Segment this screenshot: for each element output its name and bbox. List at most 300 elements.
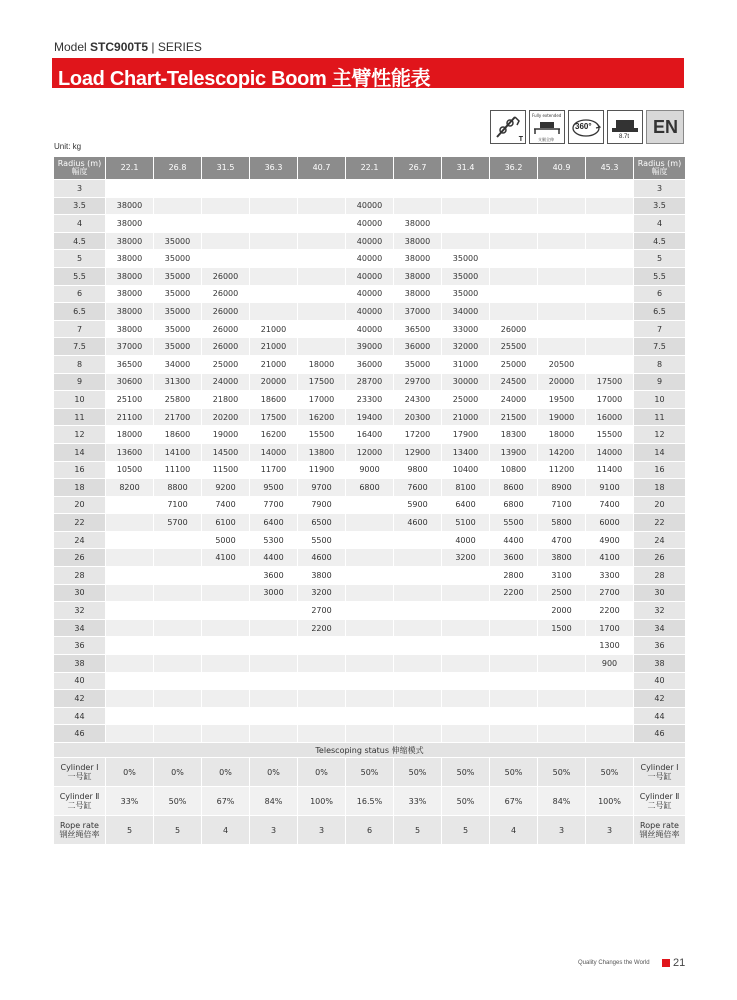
radius-cell-right: 26 [634, 549, 686, 567]
load-cell: 4900 [586, 531, 634, 549]
load-cell: 4100 [202, 549, 250, 567]
load-cell [442, 637, 490, 655]
load-cell: 1500 [538, 619, 586, 637]
load-cell: 2700 [298, 602, 346, 620]
load-cell: 38000 [106, 320, 154, 338]
load-cell [586, 672, 634, 690]
load-cell: 2200 [490, 584, 538, 602]
load-cell: 6100 [202, 514, 250, 532]
load-cell [490, 602, 538, 620]
radius-cell-right: 46 [634, 725, 686, 743]
load-cell: 2700 [586, 584, 634, 602]
load-cell: 40000 [346, 320, 394, 338]
boom-length-header: 22.1 [106, 157, 154, 180]
load-cell: 34000 [442, 303, 490, 321]
cylinder-1-value: 0% [298, 758, 346, 787]
rope-rate-value: 4 [490, 816, 538, 845]
load-cell: 4400 [490, 531, 538, 549]
load-cell [154, 567, 202, 585]
load-cell [298, 232, 346, 250]
load-cell: 36500 [394, 320, 442, 338]
load-cell: 35000 [154, 267, 202, 285]
load-cell [298, 637, 346, 655]
hook-label: T [518, 136, 523, 143]
load-cell [538, 725, 586, 743]
boom-length-header: 36.3 [250, 157, 298, 180]
load-cell: 19400 [346, 408, 394, 426]
radius-cell: 4 [54, 215, 106, 233]
load-cell: 2800 [490, 567, 538, 585]
radius-cell-right: 3 [634, 180, 686, 198]
load-cell: 24300 [394, 391, 442, 409]
radius-cell-right: 12 [634, 426, 686, 444]
table-row [54, 461, 686, 479]
load-cell [538, 707, 586, 725]
load-cell [106, 514, 154, 532]
cylinder-1-value: 0% [202, 758, 250, 787]
load-cell [490, 619, 538, 637]
load-cell [154, 531, 202, 549]
load-cell: 39000 [346, 338, 394, 356]
load-cell [202, 215, 250, 233]
load-cell: 3300 [586, 567, 634, 585]
radius-cell-right: 6 [634, 285, 686, 303]
load-cell [154, 197, 202, 215]
load-cell [250, 619, 298, 637]
load-cell: 33000 [442, 320, 490, 338]
radius-cell-right: 3.5 [634, 197, 686, 215]
radius-cell: 28 [54, 567, 106, 585]
load-cell: 38000 [394, 250, 442, 268]
radius-cell: 8 [54, 355, 106, 373]
load-cell: 21800 [202, 391, 250, 409]
load-cell: 18300 [490, 426, 538, 444]
fully-extended-cn: 支腿全伸 [538, 137, 554, 142]
load-cell: 18600 [250, 391, 298, 409]
load-cell: 38000 [394, 267, 442, 285]
load-cell: 9000 [346, 461, 394, 479]
load-cell [586, 303, 634, 321]
load-cell [202, 250, 250, 268]
load-cell [250, 707, 298, 725]
load-cell: 8100 [442, 479, 490, 497]
boom-length-header: 26.7 [394, 157, 442, 180]
load-cell: 5500 [490, 514, 538, 532]
load-cell: 14000 [250, 443, 298, 461]
load-cell [490, 637, 538, 655]
load-cell: 20200 [202, 408, 250, 426]
load-cell: 29700 [394, 373, 442, 391]
load-cell: 4000 [442, 531, 490, 549]
cylinder-1-value: 50% [538, 758, 586, 787]
table-row [54, 602, 686, 620]
cylinder-2-value: 50% [154, 787, 202, 816]
load-cell: 1700 [586, 619, 634, 637]
load-cell: 38000 [106, 285, 154, 303]
load-cell [490, 655, 538, 673]
load-cell: 31000 [442, 355, 490, 373]
page-title: Load Chart-Telescopic Boom 主臂性能表 [58, 68, 431, 90]
load-cell [346, 602, 394, 620]
load-cell: 16400 [346, 426, 394, 444]
load-cell: 2200 [586, 602, 634, 620]
load-cell: 35000 [154, 303, 202, 321]
load-cell [586, 267, 634, 285]
load-cell: 35000 [442, 285, 490, 303]
load-cell: 38000 [106, 303, 154, 321]
radius-cell: 7 [54, 320, 106, 338]
load-cell [154, 725, 202, 743]
load-cell [394, 584, 442, 602]
cylinder-2-label-right: Cylinder Ⅱ 二号缸 [634, 787, 686, 816]
load-cell: 3800 [298, 567, 346, 585]
load-chart-table [53, 156, 686, 845]
cylinder-1-value: 0% [250, 758, 298, 787]
cylinder-1-value: 50% [394, 758, 442, 787]
cylinder-1-label-right: Cylinder Ⅰ 一号缸 [634, 758, 686, 787]
load-cell: 19500 [538, 391, 586, 409]
load-cell [442, 567, 490, 585]
load-cell: 14100 [154, 443, 202, 461]
cylinder-1-value: 0% [106, 758, 154, 787]
boom-length-header: 22.1 [346, 157, 394, 180]
table-row [54, 197, 686, 215]
load-cell [346, 567, 394, 585]
load-cell [442, 180, 490, 198]
radius-cell-right: 34 [634, 619, 686, 637]
load-cell: 17200 [394, 426, 442, 444]
radius-cell-right: 40 [634, 672, 686, 690]
load-cell [202, 197, 250, 215]
load-cell: 35000 [154, 250, 202, 268]
load-cell [106, 707, 154, 725]
load-cell: 28700 [346, 373, 394, 391]
cylinder-1-value: 50% [442, 758, 490, 787]
load-cell [394, 180, 442, 198]
radius-cell: 16 [54, 461, 106, 479]
load-cell [538, 303, 586, 321]
load-cell [106, 180, 154, 198]
load-cell: 32000 [442, 338, 490, 356]
boom-length-header: 36.2 [490, 157, 538, 180]
load-cell: 31300 [154, 373, 202, 391]
load-cell [106, 584, 154, 602]
radius-cell-right: 38 [634, 655, 686, 673]
load-cell [298, 672, 346, 690]
load-cell [394, 725, 442, 743]
rope-rate-value: 4 [202, 816, 250, 845]
radius-cell: 3 [54, 180, 106, 198]
model-name: STC900T5 [90, 40, 149, 54]
load-cell: 14500 [202, 443, 250, 461]
boom-length-header: 40.9 [538, 157, 586, 180]
load-cell: 21100 [106, 408, 154, 426]
radius-cell: 44 [54, 707, 106, 725]
load-cell: 30000 [442, 373, 490, 391]
load-cell: 9800 [394, 461, 442, 479]
load-cell [586, 215, 634, 233]
radius-cell: 5.5 [54, 267, 106, 285]
load-cell [202, 584, 250, 602]
load-cell: 3600 [250, 567, 298, 585]
radius-cell-right: 44 [634, 707, 686, 725]
radius-cell-right: 28 [634, 567, 686, 585]
load-cell [586, 180, 634, 198]
telescoping-status-row [54, 743, 686, 758]
load-cell [154, 215, 202, 233]
cylinder-2-value: 84% [250, 787, 298, 816]
load-cell [586, 197, 634, 215]
table-row [54, 303, 686, 321]
load-cell [250, 250, 298, 268]
radius-cell: 10 [54, 391, 106, 409]
load-cell [154, 549, 202, 567]
load-cell [538, 180, 586, 198]
load-cell [106, 549, 154, 567]
table-row [54, 391, 686, 409]
radius-cell: 46 [54, 725, 106, 743]
load-cell [106, 619, 154, 637]
radius-cell-right: 7 [634, 320, 686, 338]
load-cell [106, 496, 154, 514]
load-cell: 17000 [586, 391, 634, 409]
load-chart-body [54, 180, 686, 845]
load-cell: 8600 [490, 479, 538, 497]
cylinder-2-value: 16.5% [346, 787, 394, 816]
radius-cell: 40 [54, 672, 106, 690]
load-cell [298, 338, 346, 356]
load-cell [442, 725, 490, 743]
table-row [54, 267, 686, 285]
table-row [54, 655, 686, 673]
radius-cell: 18 [54, 479, 106, 497]
load-cell [154, 672, 202, 690]
load-cell: 12900 [394, 443, 442, 461]
table-row [54, 619, 686, 637]
load-cell [538, 197, 586, 215]
load-cell [538, 338, 586, 356]
load-cell: 900 [586, 655, 634, 673]
rotation-label: 360° [575, 122, 592, 131]
load-cell: 13900 [490, 443, 538, 461]
cylinder-1-value: 50% [490, 758, 538, 787]
table-row [54, 637, 686, 655]
counterweight-label: 8.7t [619, 134, 630, 140]
load-cell: 26000 [202, 303, 250, 321]
load-cell: 17500 [250, 408, 298, 426]
cylinder-2-value: 33% [394, 787, 442, 816]
load-cell [490, 250, 538, 268]
radius-header-left: Radius (m) 幅度 [54, 157, 106, 180]
load-cell: 20000 [250, 373, 298, 391]
load-cell [202, 690, 250, 708]
load-cell: 40000 [346, 267, 394, 285]
load-cell: 26000 [490, 320, 538, 338]
load-cell: 21000 [442, 408, 490, 426]
load-cell [298, 285, 346, 303]
load-cell [442, 232, 490, 250]
load-cell: 25000 [202, 355, 250, 373]
load-cell: 11100 [154, 461, 202, 479]
load-cell: 23300 [346, 391, 394, 409]
load-cell: 24500 [490, 373, 538, 391]
load-cell: 38000 [106, 232, 154, 250]
load-cell [202, 619, 250, 637]
load-cell: 10800 [490, 461, 538, 479]
cylinder-2-row [54, 787, 686, 816]
load-cell [298, 707, 346, 725]
load-cell [538, 320, 586, 338]
load-cell [538, 655, 586, 673]
load-cell [394, 619, 442, 637]
radius-cell-right: 30 [634, 584, 686, 602]
load-cell [442, 655, 490, 673]
table-row [54, 443, 686, 461]
load-cell [346, 707, 394, 725]
load-cell: 40000 [346, 215, 394, 233]
cylinder-1-label: Cylinder Ⅰ 一号缸 [54, 758, 106, 787]
load-cell [394, 637, 442, 655]
load-cell: 6800 [346, 479, 394, 497]
load-cell: 38000 [106, 197, 154, 215]
load-cell: 13600 [106, 443, 154, 461]
load-cell: 5300 [250, 531, 298, 549]
rope-rate-value: 5 [394, 816, 442, 845]
load-cell: 30600 [106, 373, 154, 391]
load-cell: 11700 [250, 461, 298, 479]
load-cell: 2200 [298, 619, 346, 637]
load-cell: 7900 [298, 496, 346, 514]
table-row [54, 408, 686, 426]
load-cell: 35000 [442, 250, 490, 268]
radius-cell: 36 [54, 637, 106, 655]
page-number: 21 [673, 957, 686, 969]
load-cell: 20300 [394, 408, 442, 426]
cylinder-1-value: 50% [346, 758, 394, 787]
load-cell [250, 180, 298, 198]
rotation-360-icon [568, 110, 604, 144]
load-cell: 5000 [202, 531, 250, 549]
load-cell [154, 655, 202, 673]
load-cell: 5100 [442, 514, 490, 532]
table-row [54, 707, 686, 725]
load-cell [346, 655, 394, 673]
rope-rate-value: 3 [298, 816, 346, 845]
load-cell: 8200 [106, 479, 154, 497]
load-cell [106, 655, 154, 673]
load-cell [346, 637, 394, 655]
load-cell: 20500 [538, 355, 586, 373]
fully-extended-label: Fully extended [532, 113, 562, 118]
radius-cell-right: 4 [634, 215, 686, 233]
load-cell: 35000 [394, 355, 442, 373]
load-cell [586, 355, 634, 373]
load-cell [298, 180, 346, 198]
load-cell: 13400 [442, 443, 490, 461]
footer-marker [662, 959, 670, 967]
radius-cell: 22 [54, 514, 106, 532]
radius-cell: 20 [54, 496, 106, 514]
table-row [54, 373, 686, 391]
load-cell: 17000 [298, 391, 346, 409]
load-cell: 9200 [202, 479, 250, 497]
cylinder-2-value: 67% [202, 787, 250, 816]
load-cell [538, 215, 586, 233]
load-cell [346, 619, 394, 637]
load-cell [154, 584, 202, 602]
load-cell: 14000 [586, 443, 634, 461]
load-cell [538, 267, 586, 285]
table-row [54, 215, 686, 233]
model-suffix: | SERIES [148, 40, 202, 54]
radius-cell: 30 [54, 584, 106, 602]
radius-cell-right: 5.5 [634, 267, 686, 285]
load-cell: 6800 [490, 496, 538, 514]
rope-rate-value: 6 [346, 816, 394, 845]
load-cell: 4700 [538, 531, 586, 549]
load-cell: 4600 [394, 514, 442, 532]
load-cell: 24000 [490, 391, 538, 409]
fully-extended-outrigger-icon [529, 110, 565, 144]
load-cell: 18000 [298, 355, 346, 373]
load-cell [202, 672, 250, 690]
radius-header-right: Radius (m) 幅度 [634, 157, 686, 180]
load-cell [106, 725, 154, 743]
load-cell [394, 707, 442, 725]
load-cell [106, 567, 154, 585]
load-cell: 10400 [442, 461, 490, 479]
load-cell [250, 672, 298, 690]
radius-cell-right: 14 [634, 443, 686, 461]
load-cell: 38000 [106, 267, 154, 285]
load-cell: 17900 [442, 426, 490, 444]
load-cell: 17500 [586, 373, 634, 391]
load-cell [538, 672, 586, 690]
load-cell: 16000 [586, 408, 634, 426]
load-cell: 11200 [538, 461, 586, 479]
load-cell [106, 690, 154, 708]
load-cell: 38000 [394, 215, 442, 233]
load-cell [586, 690, 634, 708]
load-cell [346, 725, 394, 743]
load-cell [202, 180, 250, 198]
load-cell [394, 672, 442, 690]
cylinder-2-value: 50% [442, 787, 490, 816]
telescoping-status-label: Telescoping status 伸缩模式 [54, 743, 686, 758]
radius-cell-right: 11 [634, 408, 686, 426]
boom-length-header: 26.8 [154, 157, 202, 180]
load-cell [154, 707, 202, 725]
load-cell: 5800 [538, 514, 586, 532]
load-cell: 5500 [298, 531, 346, 549]
load-cell: 25500 [490, 338, 538, 356]
load-cell [538, 250, 586, 268]
radius-cell-right: 7.5 [634, 338, 686, 356]
radius-cell: 4.5 [54, 232, 106, 250]
load-cell: 8900 [538, 479, 586, 497]
table-row [54, 338, 686, 356]
radius-cell-right: 42 [634, 690, 686, 708]
radius-cell: 6 [54, 285, 106, 303]
load-cell [586, 338, 634, 356]
load-cell [298, 267, 346, 285]
boom-length-header: 31.4 [442, 157, 490, 180]
load-cell [250, 690, 298, 708]
condition-icons [490, 110, 684, 146]
radius-cell: 11 [54, 408, 106, 426]
table-row [54, 285, 686, 303]
load-cell [586, 707, 634, 725]
